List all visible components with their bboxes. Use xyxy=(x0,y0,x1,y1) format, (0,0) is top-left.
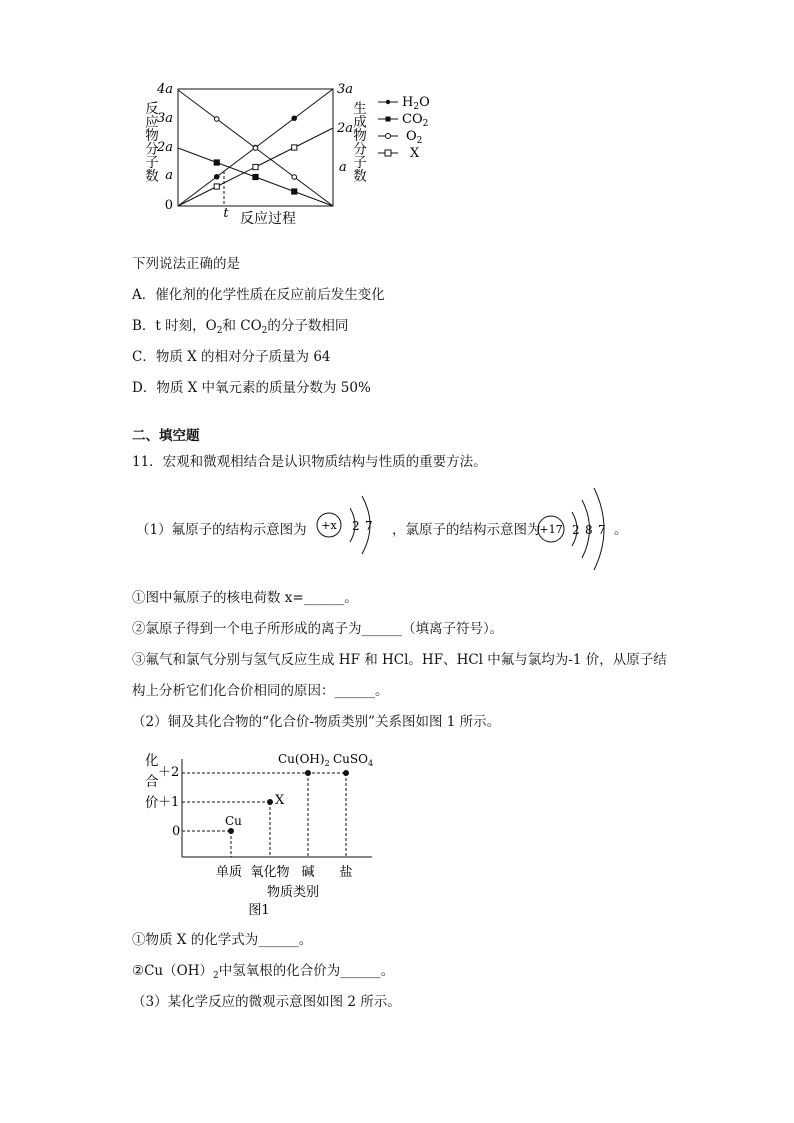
figure-caption: 图1 xyxy=(248,903,270,918)
section-title: 二、填空题 xyxy=(132,428,200,444)
part3-intro: （3）某化学反应的微观示意图如图 2 所示。 xyxy=(132,994,401,1010)
part1-text-b: ，氯原子的结构示意图为 xyxy=(392,522,541,538)
part1-end: 。 xyxy=(614,522,628,538)
y-label-char-3: 价 xyxy=(145,795,159,811)
svg-text:H2O: $H_2O$ xyxy=(402,95,430,112)
x-axis-title: 物质类别 xyxy=(266,885,320,900)
t-label: t xyxy=(223,206,229,221)
y-tick-plus1: ＋1 xyxy=(158,795,180,810)
cl-shell-2: 8 xyxy=(585,523,593,537)
point-o2-2 xyxy=(253,146,258,151)
point-label-cuoh2: $Cu(OH)_2$ xyxy=(278,752,330,768)
point-o2-1 xyxy=(214,117,219,122)
point-3 xyxy=(343,770,349,776)
legend-h2o xyxy=(378,95,430,112)
point-label-cu: Cu xyxy=(225,814,242,828)
y-right-tick-a: a xyxy=(339,160,347,175)
option-c[interactable]: C．物质 X 的相对分子质量为 64 xyxy=(132,349,331,365)
x-axis-label: 反应过程 xyxy=(240,211,296,227)
y-left-tick-0: 0 xyxy=(164,198,173,213)
legend-co2 xyxy=(378,112,428,129)
q2-1: ①物质 X 的化学式为______。 xyxy=(132,932,313,948)
q1-3b: 构上分析它们化合价相同的原因：______。 xyxy=(132,683,389,699)
point-x-2 xyxy=(253,164,258,169)
y-right-tick-2a: 2a xyxy=(337,121,354,136)
point-label-cuso4: CuSO$_4$ xyxy=(333,752,374,768)
y-left-label: 反应物分子数 xyxy=(142,101,158,182)
cl-nucleus-charge: +17 xyxy=(539,523,563,536)
point-label-x: X xyxy=(275,793,285,808)
y-left-tick-a: a xyxy=(165,168,173,183)
point-co2-1 xyxy=(214,160,219,165)
point-co2-2 xyxy=(253,174,258,179)
f-shell-1: 2 xyxy=(352,519,360,533)
category-label-3: 盐 xyxy=(339,865,353,880)
option-d[interactable]: D．物质 X 中氧元素的质量分数为 50% xyxy=(132,380,371,396)
legend xyxy=(378,95,430,161)
f-shell-2: 7 xyxy=(365,519,373,533)
option-b-mid: 和 CO xyxy=(222,318,262,334)
y-tick-plus2: ＋2 xyxy=(158,765,180,780)
q2-2-pre: ②Cu（OH） xyxy=(132,963,213,979)
option-a[interactable]: A．催化剂的化学性质在反应前后发生变化 xyxy=(132,287,385,303)
category-label-1: 氧化物 xyxy=(250,865,290,880)
point-co2-3 xyxy=(292,189,297,194)
y-left-tick-2a: 2a xyxy=(156,140,173,155)
fluorine-atom-diagram xyxy=(312,486,392,566)
option-b-pre: B．t 时刻，O xyxy=(132,318,217,334)
chlorine-atom-diagram xyxy=(534,482,624,578)
point-h2o-1 xyxy=(214,174,219,179)
point-x-3 xyxy=(292,145,297,150)
y-label-char-2: 合 xyxy=(145,774,159,790)
cl-shell-3: 7 xyxy=(598,523,606,537)
question-11: 11．宏观和微观相结合是认识物质结构与性质的重要方法。 xyxy=(132,454,487,470)
q2-2-post: 中氢氧根的化合价为______。 xyxy=(218,963,395,979)
q1-2: ②氯原子得到一个电子所形成的离子为______（填离子符号）。 xyxy=(132,621,504,637)
point-h2o-3 xyxy=(292,116,297,121)
y-left-tick-3a: 3a xyxy=(156,111,173,126)
f-nucleus-charge: +x xyxy=(321,519,337,532)
legend-o2 xyxy=(378,129,422,146)
svg-text:X: X xyxy=(410,146,420,161)
legend-x xyxy=(378,146,420,161)
reaction-process-chart xyxy=(140,75,440,235)
q2-2-sub: 2 xyxy=(212,971,219,981)
point-2 xyxy=(305,770,311,776)
y-tick-0: 0 xyxy=(172,824,181,839)
point-1 xyxy=(267,799,273,805)
point-o2-3 xyxy=(292,175,297,180)
y-left-tick-4a: 4a xyxy=(156,82,173,97)
y-label-char-1: 化 xyxy=(145,753,159,769)
category-label-0: 单质 xyxy=(215,865,243,880)
y-right-label: 生成物分子数 xyxy=(350,101,366,182)
cl-shell-1: 2 xyxy=(572,523,580,537)
category-label-2: 碱 xyxy=(301,865,315,880)
part2-intro: （2）铜及其化合物的“化合价-物质类别”关系图如图 1 所示。 xyxy=(132,714,501,730)
q2-2 xyxy=(132,963,394,984)
valence-category-chart xyxy=(136,745,386,920)
point-0 xyxy=(228,828,234,834)
svg-text:CO2: $CO_2$ xyxy=(402,112,429,129)
y-right-tick-3a: 3a xyxy=(337,82,354,97)
q1-3a: ③氟气和氯气分别与氢气反应生成 HF 和 HCl。HF、HCl 中氟与氯均为-1 价，从原子结 xyxy=(132,652,667,668)
question-stem: 下列说法正确的是 xyxy=(132,256,240,272)
option-b[interactable]: B．t 时刻，$O_2$和 $CO_2$的分子数相同 xyxy=(132,318,349,336)
q1-1: ①图中氟原子的核电荷数 x=______。 xyxy=(132,590,358,606)
svg-text:O2: $O_2$ xyxy=(406,129,423,146)
part1-text-a: （1）氟原子的结构示意图为 xyxy=(136,522,307,538)
option-b-post: 的分子数相同 xyxy=(267,318,349,334)
point-x-1 xyxy=(214,184,219,189)
